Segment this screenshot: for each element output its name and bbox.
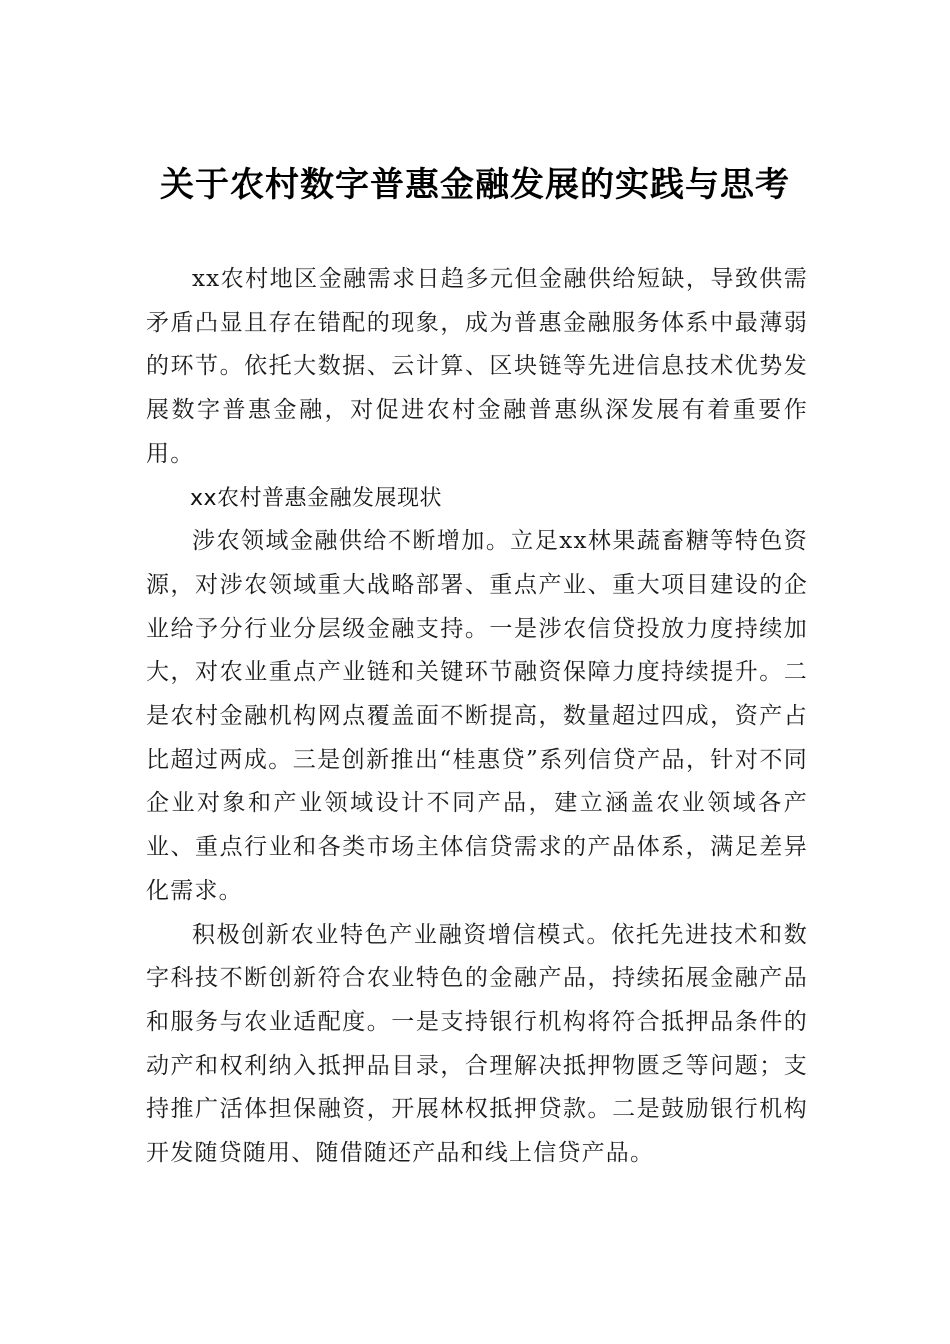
paragraph-supply: 涉农领域金融供给不断增加。立足xx林果蔬畜糖等特色资源，对涉农领域重大战略部署、重点产业、重大项目建设的企业给予分行业分层级金融支持。一是涉农信贷投放力度持续加大，对农业重点产业链和关键环节融资保障力度持续提升。二是农村金融机构网点覆盖面不断提高，数量超过四成，资产占比超过两成。三是创新推出“桂惠贷”系列信贷产品，针对不同企业对象和产业领域设计不同产品，建立涵盖农业领域各产业、重点行业和各类市场主体信贷需求的产品体系，满足差异化需求。 xyxy=(146,528,808,904)
document-body xyxy=(146,258,808,1176)
paragraph-intro: xx农村地区金融需求日趋多元但金融供给短缺，导致供需矛盾凸显且存在错配的现象，成为普惠金融服务体系中最薄弱的环节。依托大数据、云计算、区块链等先进信息技术优势发展数字普惠金融，对促进农村金融普惠纵深发展有着重要作用。 xyxy=(146,266,808,467)
section-heading: xx农村普惠金融发展现状 xyxy=(190,485,443,511)
paragraph-credit-models: 积极创新农业特色产业融资增信模式。依托先进技术和数字科技不断创新符合农业特色的金融产品，持续拓展金融产品和服务与农业适配度。一是支持银行机构将符合抵押品条件的动产和权利纳入抵押品目录，合理解决抵押物匮乏等问题；支持推广活体担保融资，开展林权抵押贷款。二是鼓励银行机构开发随贷随用、随借随还产品和线上信贷产品。 xyxy=(146,921,808,1167)
document-title: 关于农村数字普惠金融发展的实践与思考 xyxy=(160,165,790,205)
